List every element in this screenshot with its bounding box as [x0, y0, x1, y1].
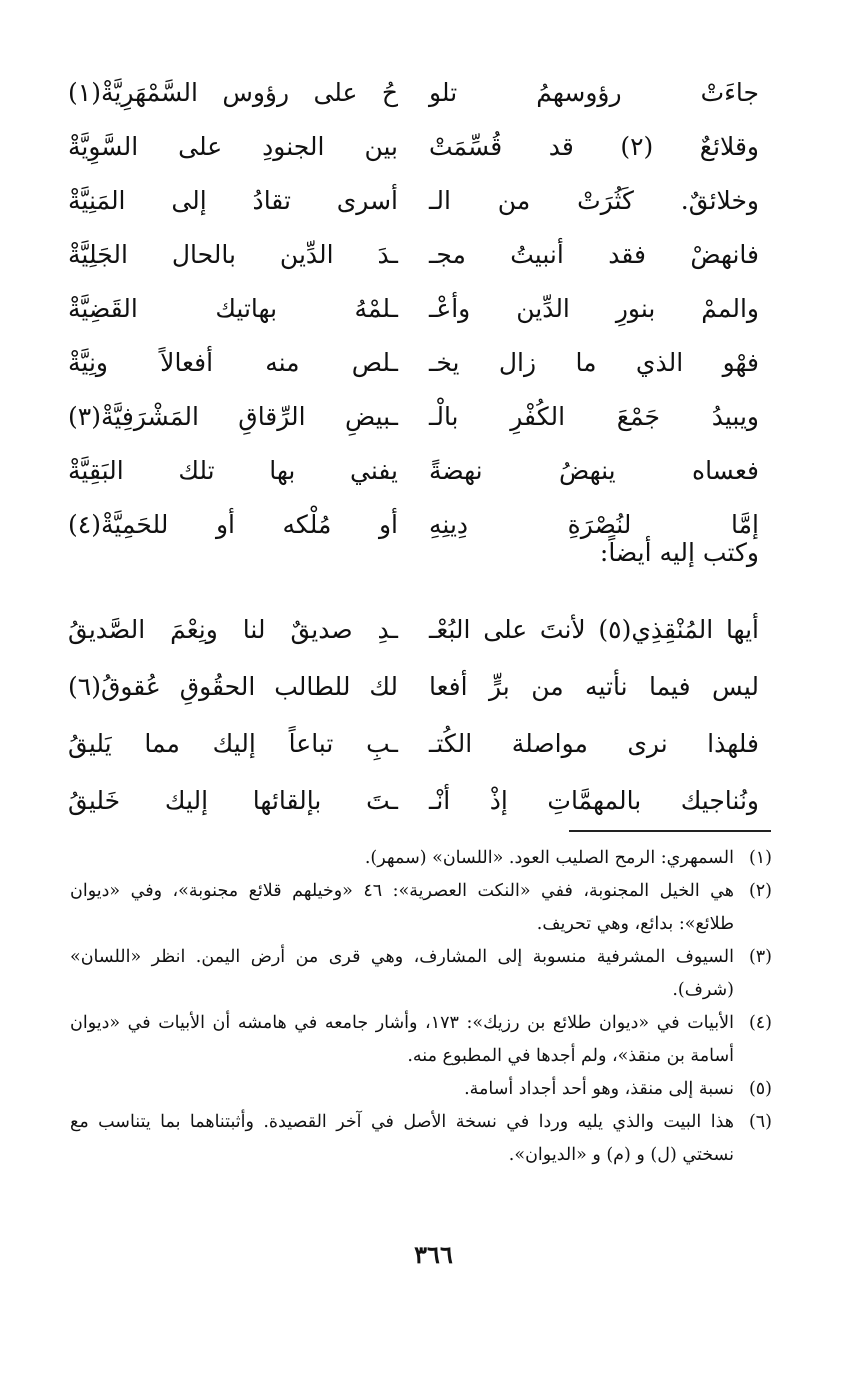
poem-second: [0, 603, 867, 831]
hemistich-first: ونُناجيك بالمهمَّاتِ إذْ أنْـ: [429, 786, 759, 815]
hemistich-second: لك للطالب الحقُوقِ عُقوقُ(٦): [68, 672, 398, 701]
hemistich-second: ـلمْهُ بهاتيك القَضِيَّةْ: [68, 294, 398, 323]
hemistich-first: فانهضْ فقد أنبيتُ مجـ: [429, 240, 759, 269]
verse-line: [0, 336, 867, 390]
hemistich-first: ليس فيما نأتيه من برٍّ أفعا: [429, 672, 759, 701]
verse-line: [0, 174, 867, 228]
footnote-number: (٢): [748, 881, 772, 901]
footnote-text: نسبة إلى منقذ، وهو أحد أجداد أسامة.: [464, 1079, 734, 1099]
footnote: [70, 941, 772, 1007]
hemistich-second: أو مُلْكه أو للحَمِيَّةْ(٤): [68, 510, 398, 539]
verse-line: [0, 603, 867, 660]
footnote-number: (٤): [748, 1013, 772, 1033]
verse-line: [0, 228, 867, 282]
hemistich-second: بين الجنودِ على السَّوِيَّةْ: [68, 132, 398, 161]
footnote-divider: [569, 830, 771, 832]
section-heading: وكتب إليه أيضاً:: [599, 538, 759, 567]
hemistich-second: ـبِ تباعاً إليك مما يَليقُ: [68, 729, 398, 758]
footnote-number: (٣): [748, 947, 772, 967]
hemistich-second: ـتَ بإلقائها إليك خَليقُ: [68, 786, 398, 815]
hemistich-second: حُ على رؤوس السَّمْهَرِيَّةْ(١): [68, 78, 398, 107]
hemistich-second: ـبيضِ الرِّقاقِ المَشْرَفِيَّةْ(٣): [68, 402, 398, 431]
hemistich-second: ـدَ الدِّين بالحال الجَلِيَّةْ: [68, 240, 398, 269]
hemistich-second: ـدِ صديقٌ لنا ونِعْمَ الصَّديقُ: [68, 615, 398, 644]
hemistich-first: جاءَتْ رؤوسهمُ تلو: [429, 78, 759, 107]
verse-line: [0, 717, 867, 774]
footnote: [70, 875, 772, 941]
hemistich-second: ـلص منه أفعالاً ونِيَّةْ: [68, 348, 398, 377]
hemistich-first: فعساه ينهضُ نهضةً: [429, 456, 759, 485]
hemistich-first: إمَّا لنُصْرَةِ دِينِهِ: [429, 510, 759, 539]
hemistich-first: أيها المُنْقِذِي(٥) لأنتَ على البُعْـ: [429, 615, 759, 644]
hemistich-first: وخلائقٌ. كَثُرَتْ من الـ: [429, 186, 759, 215]
footnote: [70, 842, 772, 875]
verse-line: [0, 774, 867, 831]
hemistich-second: يفني بها تلك البَقِيَّةْ: [68, 456, 398, 485]
hemistich-first: فلهذا نرى مواصلة الكُتـ: [429, 729, 759, 758]
footnote-text: الأبيات في «ديوان طلائع بن رزيك»: ١٧٣، وأشار جامعه في هامشه أن الأبيات في «ديوان أسامة بن منقذ»، ولم أجدها في المطبوع منه.: [70, 1013, 735, 1066]
footnote-text: هي الخيل المجنوبة، ففي «النكت العصرية»: ٤٦ «وخيلهم قلائع مجنوبة»، وفي «ديوان طلائع»: بدائع، وهي تحريف.: [70, 881, 734, 934]
poem-first: [0, 66, 867, 552]
hemistich-first: والممْ بنورِ الدِّين وأعْـ: [429, 294, 759, 323]
footnote-text: السيوف المشرفية منسوبة إلى المشارف، وهي قرى من أرض اليمن. انظر «اللسان» (شرف).: [70, 947, 734, 1000]
hemistich-first: فهْو الذي ما زال يخـ: [429, 348, 759, 377]
hemistich-first: وقلائعٌ (٢) قد قُسِّمَتْ: [429, 132, 759, 161]
hemistich-second: أسرى تقادُ إلى المَنِيَّةْ: [68, 186, 398, 215]
verse-line: [0, 390, 867, 444]
verse-line: [0, 120, 867, 174]
verse-line: [0, 66, 867, 120]
footnote-number: (١): [748, 848, 772, 868]
hemistich-first: ويبيدُ جَمْعَ الكُفْرِ بالْـ: [429, 402, 759, 431]
footnote: [70, 1007, 772, 1073]
footnote-text: هذا البيت والذي يليه وردا في نسخة الأصل في آخر القصيدة. وأثبتناهما بما يتناسب مع نسختي (ل) و (م) و «الديوان».: [70, 1112, 734, 1165]
footnote-number: (٦): [748, 1112, 772, 1132]
footnote: [70, 1073, 772, 1106]
verse-line: [0, 444, 867, 498]
footnote-number: (٥): [748, 1079, 772, 1099]
footnotes: [70, 842, 772, 1172]
verse-line: [0, 660, 867, 717]
footnote: [70, 1106, 772, 1172]
verse-line: [0, 282, 867, 336]
footnote-text: السمهري: الرمح الصليب العود. «اللسان» (سمهر).: [364, 848, 734, 868]
page-number: ٣٦٦: [414, 1240, 453, 1269]
